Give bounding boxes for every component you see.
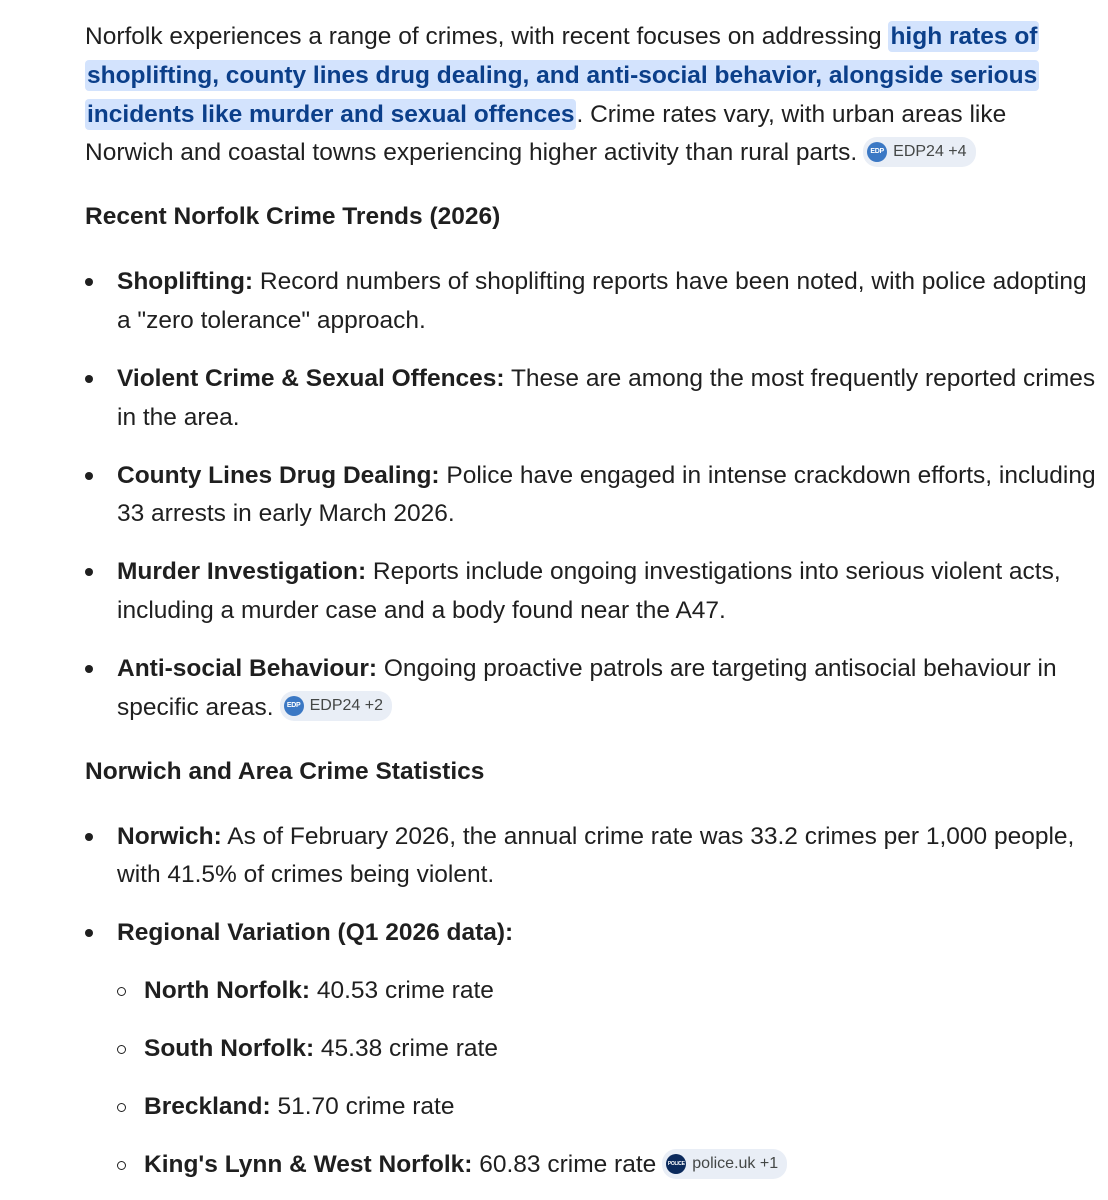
sub-list-item	[117, 972, 1100, 1011]
intro-text: Norfolk experiences a range of crimes, with recent focuses on addressing	[85, 23, 889, 50]
item-text: Record numbers of shoplifting reports have been noted, with police adopting a "zero tolerance" approach.	[117, 267, 1087, 334]
sub-list-item	[117, 1030, 1100, 1069]
edp-logo-icon: EDP	[284, 696, 304, 716]
intro-text-after: . Crime rates vary, with urban areas like Norwich and coastal towns experiencing higher activity than rural parts.	[85, 100, 1007, 167]
statistics-list	[85, 818, 1100, 1186]
item-title: Regional Variation (Q1 2026 data):	[117, 919, 514, 947]
list-item	[85, 553, 1100, 631]
item-text: 60.83 crime rate	[472, 1151, 657, 1179]
item-title: Anti-social Behaviour:	[117, 655, 378, 683]
item-title: King's Lynn & West Norfolk:	[144, 1151, 473, 1179]
item-title: County Lines Drug Dealing:	[117, 461, 440, 489]
source-chip-edp24[interactable]	[863, 137, 975, 167]
sub-list-item	[117, 1146, 1100, 1185]
list-item	[85, 263, 1100, 341]
item-title: North Norfolk:	[144, 977, 311, 1005]
item-text: Ongoing proactive patrols are targeting antisocial behaviour in specific areas.	[117, 655, 1057, 721]
edp-logo-icon: EDP	[867, 142, 887, 162]
item-text: Police have engaged in intense crackdown efforts, including 33 arrests in early March 2026.	[117, 461, 1096, 528]
list-item	[85, 360, 1100, 438]
intro-paragraph	[85, 18, 1100, 173]
sub-list-item	[117, 1088, 1100, 1127]
police-logo-icon: POLICE	[666, 1154, 686, 1174]
item-text: 51.70 crime rate	[270, 1093, 455, 1121]
list-item	[85, 818, 1100, 896]
item-title: Shoplifting:	[117, 267, 254, 295]
list-item	[85, 650, 1100, 728]
regional-sublist	[117, 972, 1100, 1185]
item-title: Breckland:	[144, 1093, 271, 1121]
highlighted-text[interactable]: high rates of shoplifting, county lines drug dealing, and anti-social behavior, alongside serious incidents like murder and sexual offences	[87, 23, 1038, 128]
item-text: 40.53 crime rate	[310, 977, 494, 1005]
item-title: Violent Crime & Sexual Offences:	[117, 364, 505, 392]
source-chip-police-uk[interactable]	[662, 1149, 787, 1179]
item-title: Murder Investigation:	[117, 558, 367, 586]
ai-answer	[85, 18, 1100, 1185]
section-heading-trends: Recent Norfolk Crime Trends (2026)	[85, 203, 501, 231]
trends-list	[85, 263, 1100, 728]
source-chip-label: police.uk +1	[692, 1154, 779, 1172]
list-item	[85, 457, 1100, 535]
item-text: Reports include ongoing investigations into serious violent acts, including a murder case and a body found near the A47.	[117, 558, 1061, 625]
item-text: As of February 2026, the annual crime rate was 33.2 crimes per 1,000 people, with 41.5% of crimes being violent.	[117, 822, 1075, 889]
item-title: South Norfolk:	[144, 1035, 315, 1063]
source-chip-label: EDP24 +2	[309, 697, 383, 715]
source-chip-edp24[interactable]	[280, 691, 392, 721]
section-heading-statistics: Norwich and Area Crime Statistics	[85, 757, 485, 785]
item-text: 45.38 crime rate	[314, 1035, 498, 1063]
item-title: Norwich:	[117, 822, 222, 850]
list-item	[85, 914, 1100, 1185]
source-chip-label: EDP24 +4	[893, 142, 967, 160]
item-text: These are among the most frequently reported crimes in the area.	[117, 364, 1096, 431]
